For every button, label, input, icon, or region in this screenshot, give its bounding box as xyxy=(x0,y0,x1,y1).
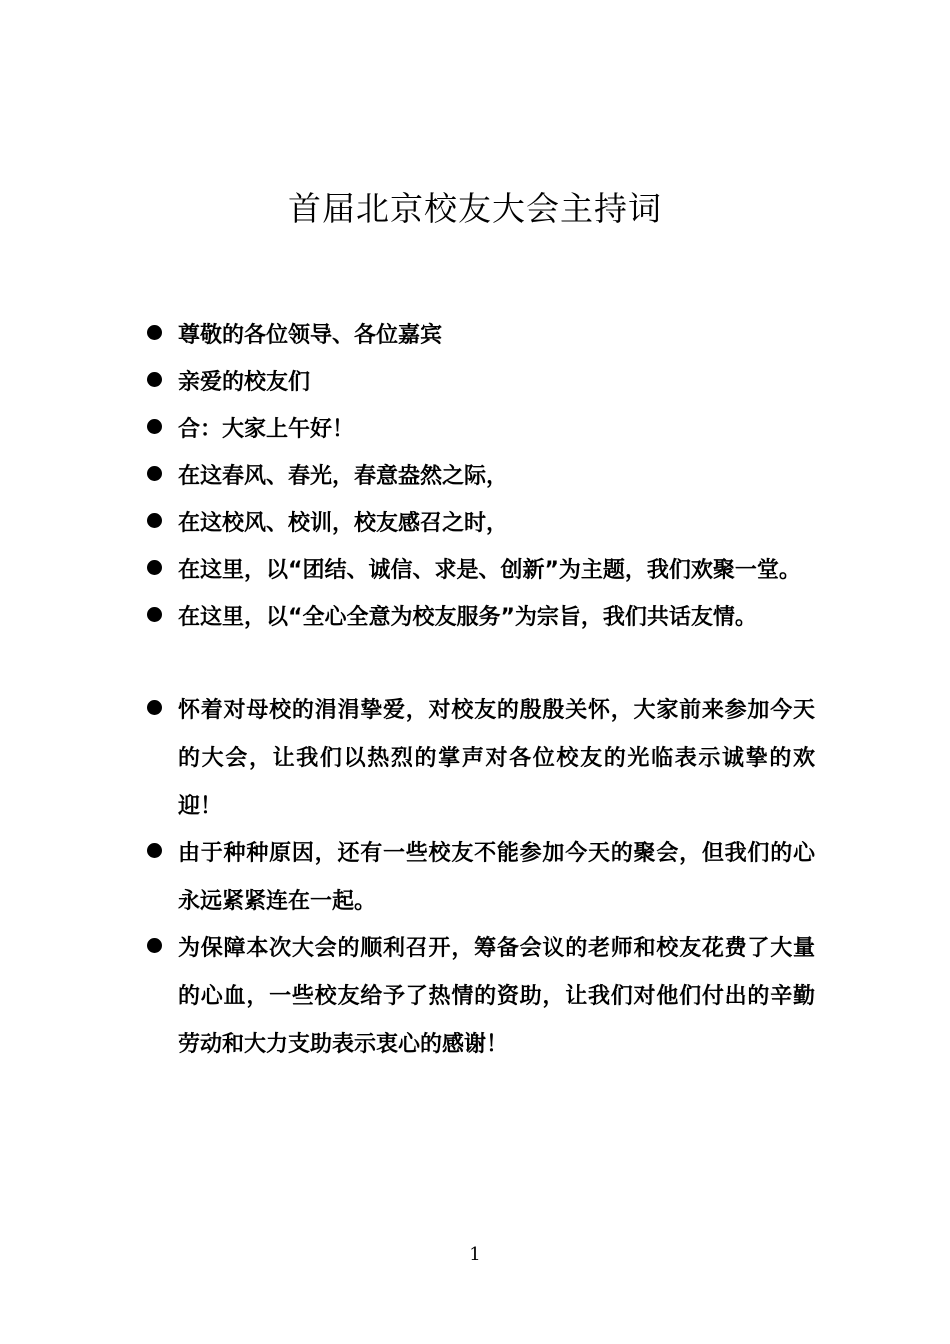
page-number: 1 xyxy=(469,1244,481,1265)
list-item xyxy=(145,925,815,1069)
bullet-icon xyxy=(147,560,162,575)
bullet-icon xyxy=(147,607,162,622)
bullet-icon xyxy=(147,843,162,858)
list-item-text: 亲爱的校友们 xyxy=(178,370,311,395)
list-item xyxy=(145,312,815,360)
list-item xyxy=(145,830,815,926)
list-item xyxy=(145,500,815,548)
list-item-text: 怀着对母校的涓涓挚爱，对校友的殷殷关怀，大家前来参加今天的大会，让我们以热烈的掌声对各位校友的光临表示诚挚的欢迎！ xyxy=(178,698,815,819)
bullet-icon xyxy=(147,700,162,715)
list-item-text: 在这里，以“全心全意为校友服务”为宗旨，我们共话友情。 xyxy=(178,605,757,630)
bullet-icon xyxy=(147,325,162,340)
list-item xyxy=(145,359,815,407)
list-item xyxy=(145,406,815,454)
list-item xyxy=(145,594,815,642)
bullet-icon xyxy=(147,372,162,387)
list-item-text: 合：大家上午好！ xyxy=(178,417,355,442)
bullet-icon xyxy=(147,938,162,953)
list-item-text: 由于种种原因，还有一些校友不能参加今天的聚会，但我们的心永远紧紧连在一起。 xyxy=(178,841,815,914)
list-item-text: 在这春风、春光，春意盎然之际， xyxy=(178,464,509,489)
list-item-text: 在这里，以“团结、诚信、求是、创新”为主题，我们欢聚一堂。 xyxy=(178,558,801,583)
paragraph-spacer xyxy=(145,642,815,688)
list-item xyxy=(145,453,815,501)
bullet-icon xyxy=(147,513,162,528)
bullet-icon xyxy=(147,419,162,434)
document-title: 首届北京校友大会主持词 xyxy=(288,189,662,228)
list-item-text: 尊敬的各位领导、各位嘉宾 xyxy=(178,323,443,348)
list-item-text: 在这校风、校训，校友感召之时， xyxy=(178,511,509,536)
list-item xyxy=(145,547,815,595)
paragraph-list xyxy=(145,313,815,1069)
bullet-icon xyxy=(147,466,162,481)
list-item-text: 为保障本次大会的顺利召开，筹备会议的老师和校友花费了大量的心血，一些校友给予了热情的资助，让我们对他们付出的辛勤劳动和大力支助表示衷心的感谢！ xyxy=(178,936,815,1057)
list-item xyxy=(145,687,815,831)
